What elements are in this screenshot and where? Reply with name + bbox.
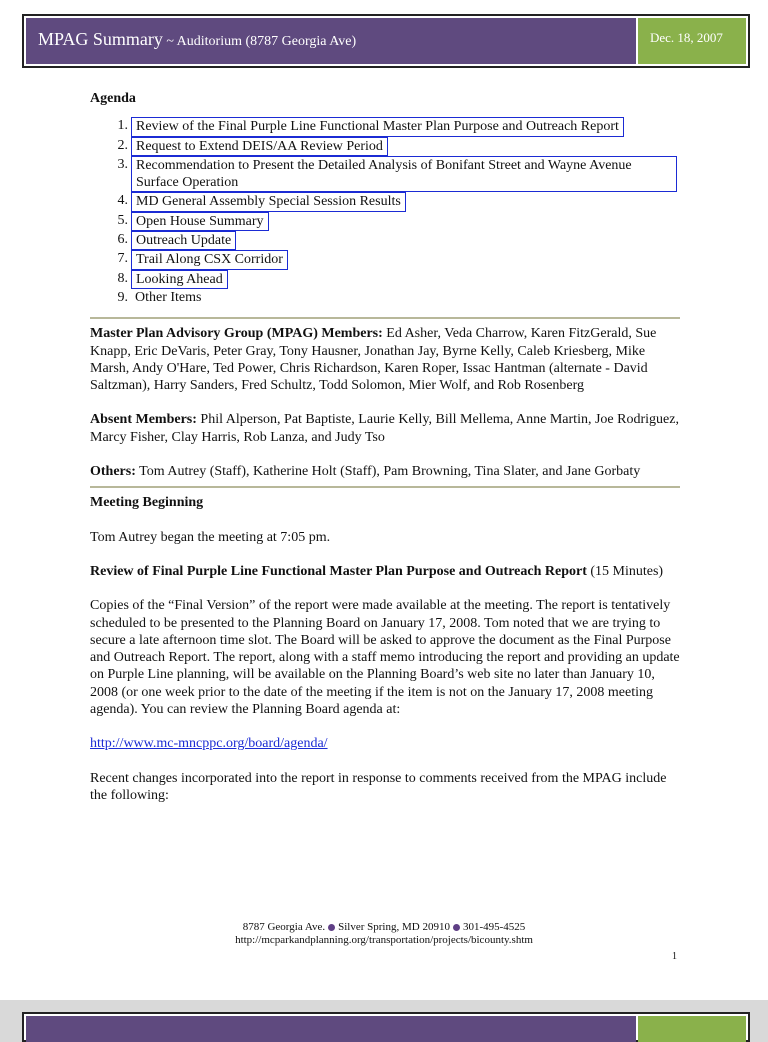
agenda-link[interactable]: Request to Extend DEIS/AA Review Period: [131, 137, 388, 156]
next-page-header: [22, 1012, 750, 1042]
header-separator: ~: [162, 34, 177, 49]
agenda-heading: Agenda: [90, 91, 136, 106]
agenda-item[interactable]: 7. Trail Along CSX Corridor: [90, 250, 680, 269]
page-footer: [0, 921, 768, 947]
agenda-item[interactable]: 3. Recommendation to Present the Detailed Analysis of Bonifant Street and Wayne Avenue Surface Operation: [90, 156, 680, 193]
agenda-link[interactable]: MD General Assembly Special Session Results: [131, 192, 406, 211]
bullet-icon: [453, 924, 460, 931]
meeting-heading: Meeting Beginning: [90, 495, 204, 511]
members-label: Master Plan Advisory Group (MPAG) Members:: [90, 326, 383, 342]
header-title-main: MPAG Summary: [38, 29, 163, 49]
footer-phone: 301-495-4525: [462, 921, 526, 933]
next-header-date-box: [638, 1016, 746, 1042]
bullet-icon: [328, 924, 335, 931]
header-title-bar: [26, 18, 636, 64]
section-divider: [90, 317, 680, 319]
page-header: [22, 14, 750, 68]
document-body: [90, 90, 680, 821]
meeting-text: Tom Autrey began the meeting at 7:05 pm.: [90, 529, 331, 545]
agenda-link[interactable]: Trail Along CSX Corridor: [131, 250, 288, 269]
agenda-item[interactable]: 2. Request to Extend DEIS/AA Review Period: [90, 137, 680, 156]
agenda-text: Other Items: [135, 289, 202, 305]
page-number: 1: [672, 951, 677, 962]
review-heading-paragraph: [90, 563, 680, 580]
members-paragraph: [90, 325, 680, 394]
others-label: Others:: [90, 464, 136, 480]
agenda-link[interactable]: Looking Ahead: [131, 270, 228, 289]
agenda-link[interactable]: Recommendation to Present the Detailed Analysis of Bonifant Street and Wayne Avenue Surface Operation: [131, 156, 677, 193]
absent-text: Phil Alperson, Pat Baptiste, Laurie Kelly, Bill Mellema, Anne Martin, Joe Rodriguez, Marcy Fisher, Clay Harris, Rob Lanza, and Judy Tso: [90, 412, 679, 445]
review-body: Copies of the “Final Version” of the report were made available at the meeting. The report is tentatively scheduled to be presented to the Planning Board on January 17, 2008. Tom noted that we are trying to secure a late afternoon time slot. The Board will be asked to approve the document as the Final Purpose and Outreach Report. The report, along with a staff memo introducing the report and providing an update on Purple Line planning, will be available on the Planning Board’s web site no later than January 10, 2008 (or one week prior to the date of the meeting if the item is not on the January 17, 2008 meeting agenda). You can review the Planning Board agenda at:: [90, 598, 680, 718]
agenda-item[interactable]: 1. Review of the Final Purple Line Functional Master Plan Purpose and Outreach Report: [90, 117, 680, 136]
header-date: Dec. 18, 2007: [650, 30, 723, 45]
agenda-item[interactable]: 5. Open House Summary: [90, 212, 680, 231]
header-date-box: [638, 18, 746, 64]
others-text: Tom Autrey (Staff), Katherine Holt (Staff), Pam Browning, Tina Slater, and Jane Gorbaty: [135, 464, 641, 480]
review-duration: (15 Minutes): [586, 563, 664, 579]
agenda-link[interactable]: Review of the Final Purple Line Functional Master Plan Purpose and Outreach Report: [131, 117, 624, 136]
agenda-link[interactable]: Open House Summary: [131, 212, 269, 231]
absent-paragraph: [90, 411, 680, 446]
agenda-url-link[interactable]: http://www.mc-mncppc.org/board/agenda/: [90, 736, 328, 752]
footer-url[interactable]: http://mcparkandplanning.org/transportation/projects/bicounty.shtm: [235, 934, 533, 946]
changes-text: Recent changes incorporated into the report in response to comments received from the MPAG include the following:: [90, 770, 667, 803]
agenda-item[interactable]: 8. Looking Ahead: [90, 270, 680, 289]
others-paragraph: [90, 463, 680, 480]
agenda-item[interactable]: 4. MD General Assembly Special Session Results: [90, 192, 680, 211]
section-divider: [90, 486, 680, 488]
agenda-link[interactable]: Outreach Update: [131, 231, 236, 250]
review-heading: Review of Final Purple Line Functional Master Plan Purpose and Outreach Report: [90, 563, 587, 579]
agenda-item: 9. Other Items: [117, 289, 202, 305]
members-text: Ed Asher, Veda Charrow, Karen FitzGerald, Sue Knapp, Eric DeVaris, Peter Gray, Tony Hausner, Jonathan Jay, Byrne Kelly, Caleb Kriesberg, Mike Marsh, Andy O'Hare, Ted Power, Chris Richardson, Karen Roper, Issac Hantman (alternate - David Saltzman), Harry Sanders, Fred Schultz, Todd Solomon, Mier Wolf, and Rob Rosenberg: [90, 326, 657, 394]
agenda-list: [90, 117, 680, 306]
header-location: Auditorium (8787 Georgia Ave): [176, 34, 357, 49]
absent-label: Absent Members:: [90, 412, 197, 428]
agenda-item[interactable]: 6. Outreach Update: [90, 231, 680, 250]
footer-address: 8787 Georgia Ave.: [242, 921, 326, 933]
next-header-title-bar: [26, 1016, 636, 1042]
footer-contact: [0, 921, 768, 934]
footer-city: Silver Spring, MD 20910: [338, 921, 450, 933]
header-title: [38, 29, 356, 50]
